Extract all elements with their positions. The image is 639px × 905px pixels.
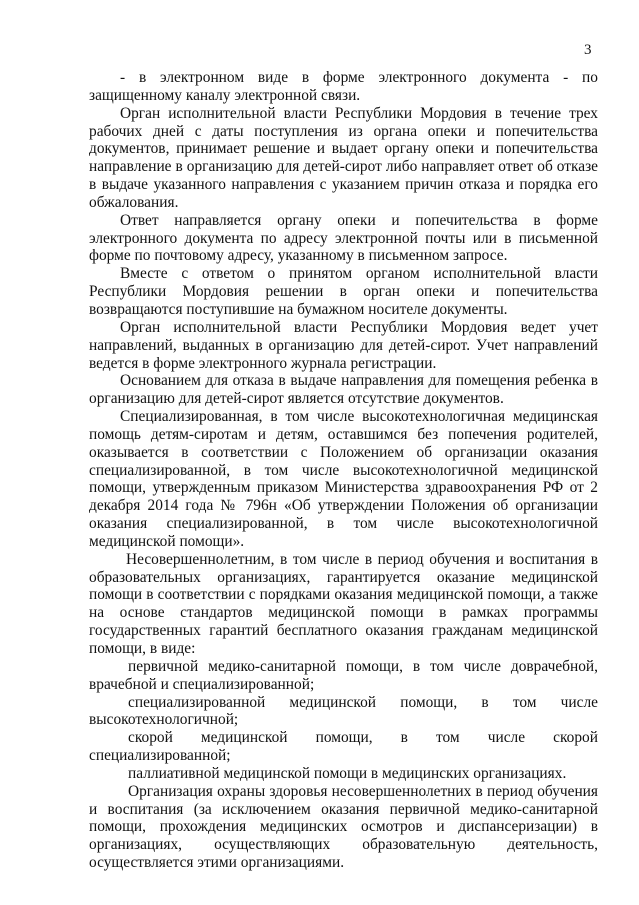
paragraph-refusal-grounds: Основанием для отказа в выдаче направления для помещения ребенка в организацию для детей-сирот является отсутствие документов. [89,372,598,408]
list-item-palliative-care: паллиативной медицинской помощи в медицинских организациях. [128,764,567,782]
list-item-specialized-care: специализированной медицинской помощи, в том числе высокотехнологичной; [89,693,598,729]
page-number: 3 [584,42,592,58]
paragraph-health-protection: Организация охраны здоровья несовершеннолетних в период обучения и воспитания (за исключением оказания первичной медико-санитарной помощи, прохождения медицинских осмотров и диспансеризации) в организациях, осуществляющих образовательную деятельность, осуществляется этими организациями. [89,782,598,872]
document-body [89,69,598,872]
list-item-primary-care: первичной медико-санитарной помощи, в том числе доврачебной, врачебной и специализированной; [89,657,598,693]
paragraph-documents-returned: Вместе с ответом о принятом органом исполнительной власти Республики Мордовия решении в орган опеки и попечительства возвращаются поступившие на бумажном носителе документы. [89,265,598,318]
paragraph-electronic-channel: - в электронном виде в форме электронного документа - по защищенному каналу электронной связи. [89,69,598,104]
paragraph-registration-journal: Орган исполнительной власти Республики Мордовия ведет учет направлений, выданных в организацию для детей-сирот. Учет направлений ведется в форме электронного журнала регистрации. [89,318,598,372]
paragraph-minors-guarantee: Несовершеннолетним, в том числе в период обучения и воспитания в образовательных организациях, гарантируется оказание медицинской помощи в соответствии с порядками оказания медицинской помощи, а также на основе стандартов медицинской помощи в рамках программы государственных гарантий бесплатного оказания гражданам медицинской помощи, в виде: [89,550,598,657]
paragraph-response-form: Ответ направляется органу опеки и попечительства в форме электронного документа по адресу электронной почты или в письменной форме по почтовому адресу, указанному в письменном запросе. [89,211,598,265]
paragraph-specialized-care: Специализированная, в том числе высокотехнологичная медицинская помощь детям-сиротам и детям, оставшимся без попечения родителей, оказывается в соответствии с Положением об организации оказания специализированной, в том числе высокотехнологичной медицинской помощи, утвержденным приказом Министерства здравоохранения РФ от 2 декабря 2014 года № 796н «Об утверждении Положения об организации оказания специализированной, в том числе высокотехнологичной медицинской помощи». [89,408,598,550]
paragraph-decision-timing: Орган исполнительной власти Республики Мордовия в течение трех рабочих дней с даты поступления из органа опеки и попечительства документов, принимает решение и выдает органу опеки и попечительства направление в организацию для детей-сирот либо направляет ответ об отказе в выдаче указанного направления с указанием причин отказа и порядка его обжалования. [89,104,598,211]
list-item-emergency-care: скорой медицинской помощи, в том числе скорой специализированной; [89,729,598,765]
